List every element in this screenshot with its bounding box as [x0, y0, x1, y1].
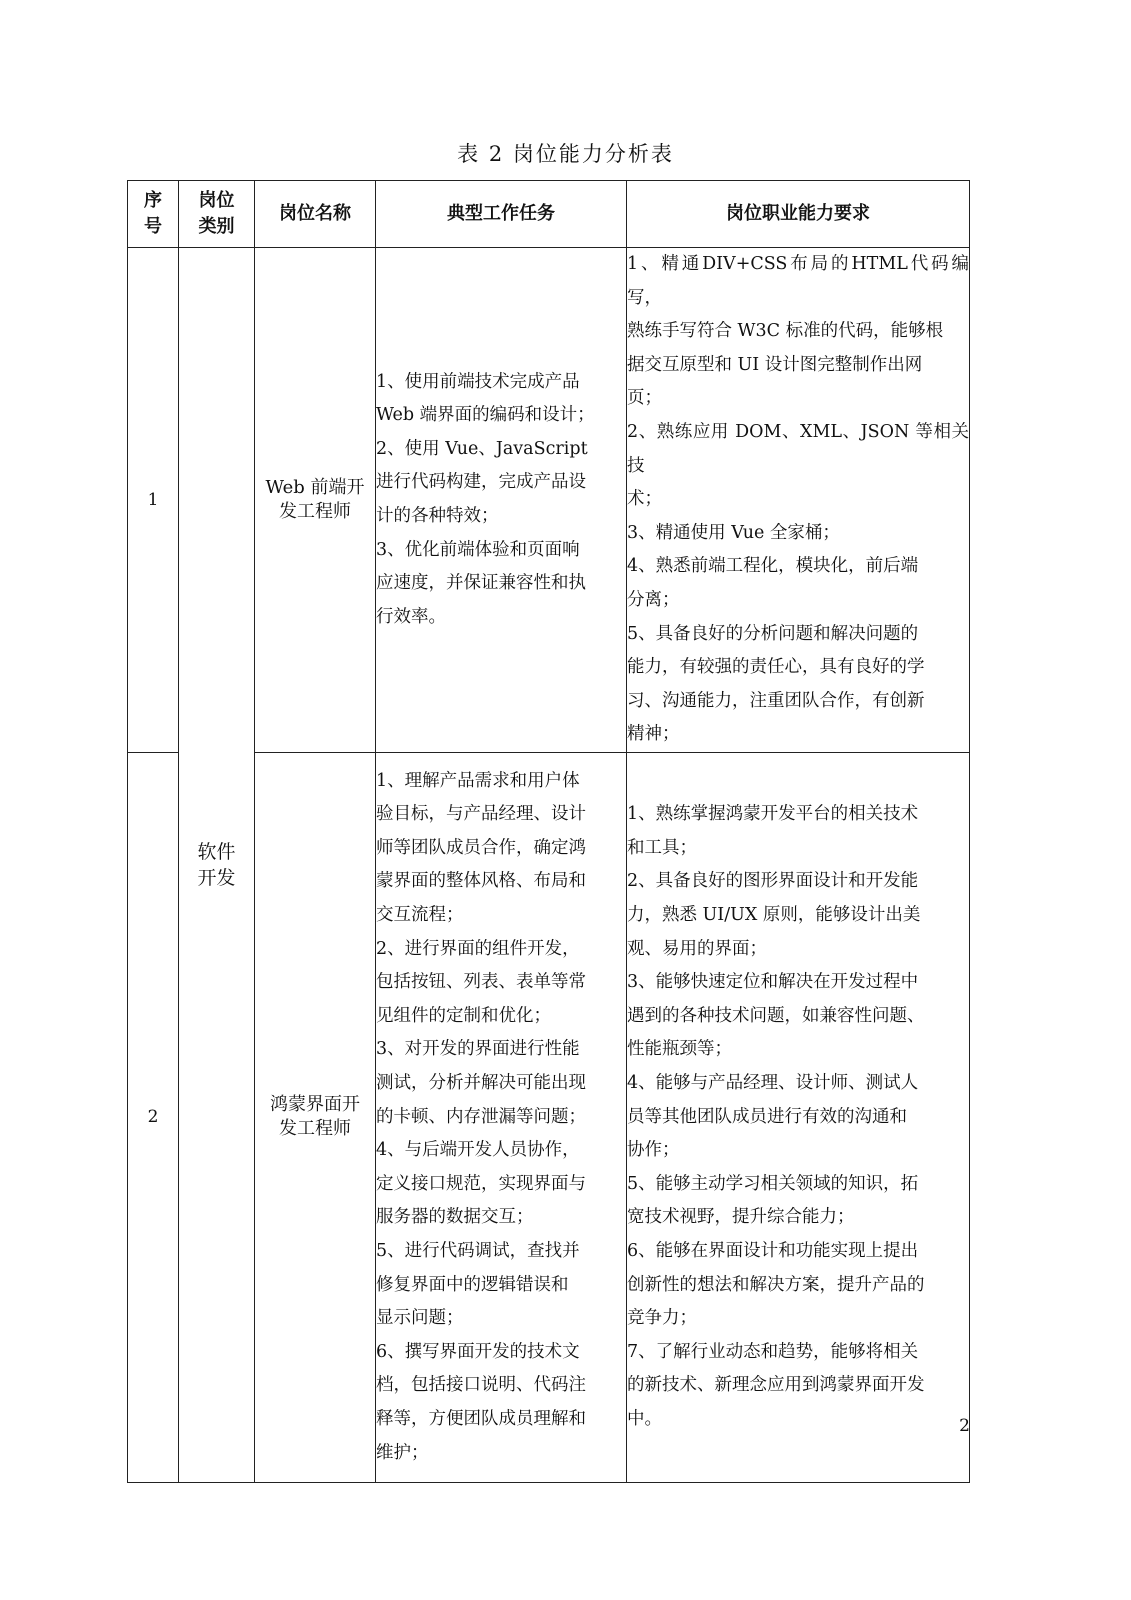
job-tasks: 1、理解产品需求和用户体 验目标，与产品经理、设计 师等团队成员合作，确定鸿 蒙界面的整体风格、布局和 交互流程； 2、进行界面的组件开发， 包括按钮、列表、表单等常 见组件的定制和优化； 3、对开发的界面进行性能 测试，分析并解决可能出现 的卡顿、内存泄漏等问题； 4、与后端开发人员协作， 定义接口规范，实现界面与 服务器的数据交互； 5、进行代码调试，查找并 修复界面中的逻辑错误和 显示问题； 6、撰写界面开发的技术文 档，包括接口说明、代码注 释等，方便团队成员理解和 维护；	[376, 752, 627, 1482]
job-requirements: 1、熟练掌握鸿蒙开发平台的相关技术 和工具； 2、具备良好的图形界面设计和开发能 力，熟悉 UI/UX 原则，能够设计出美 观、易用的界面； 3、能够快速定位和解决在开发过程中 遇到的各种技术问题，如兼容性问题、 性能瓶颈等； 4、能够与产品经理、设计师、测试人 员等其他团队成员进行有效的沟通和 协作； 5、能够主动学习相关领域的知识，拓 宽技术视野，提升综合能力； 6、能够在界面设计和功能实现上提出 创新性的想法和解决方案，提升产品的 竞争力； 7、了解行业动态和趋势，能够将相关 的新技术、新理念应用到鸿蒙界面开发 中。	[627, 752, 970, 1482]
header-row	[128, 181, 970, 248]
job-name: 鸿蒙界面开 发工程师	[255, 752, 376, 1482]
table-title: 表 2 岗位能力分析表	[457, 142, 674, 166]
header-num: 序 号	[128, 181, 179, 248]
row-num: 2	[128, 752, 179, 1482]
page-number: 2	[959, 1416, 970, 1436]
job-ability-table	[127, 180, 970, 1483]
job-tasks: 1、使用前端技术完成产品 Web 端界面的编码和设计； 2、使用 Vue、JavaScript 进行代码构建，完成产品设 计的各种特效； 3、优化前端体验和页面响 应速度，并保证兼容性和执 行效率。	[376, 248, 627, 753]
header-requirements: 岗位职业能力要求	[627, 181, 970, 248]
header-name: 岗位名称	[255, 181, 376, 248]
header-category: 岗位 类别	[179, 181, 255, 248]
header-tasks: 典型工作任务	[376, 181, 627, 248]
table-row	[128, 752, 970, 1482]
job-requirements: 1、精通DIV+CSS布局的HTML代码编写， 熟练手写符合 W3C 标准的代码，能够根 据交互原型和 UI 设计图完整制作出网 页； 2、熟练应用 DOM、XML、JSON 等相关技 术； 3、精通使用 Vue 全家桶； 4、熟悉前端工程化，模块化，前后端 分离； 5、具备良好的分析问题和解决问题的 能力，有较强的责任心，具有良好的学 习、沟通能力，注重团队合作，有创新 精神；	[627, 248, 970, 753]
job-name: Web 前端开 发工程师	[255, 248, 376, 753]
table-row	[128, 248, 970, 753]
row-num: 1	[128, 248, 179, 753]
category-cell: 软件 开发	[179, 248, 255, 1483]
